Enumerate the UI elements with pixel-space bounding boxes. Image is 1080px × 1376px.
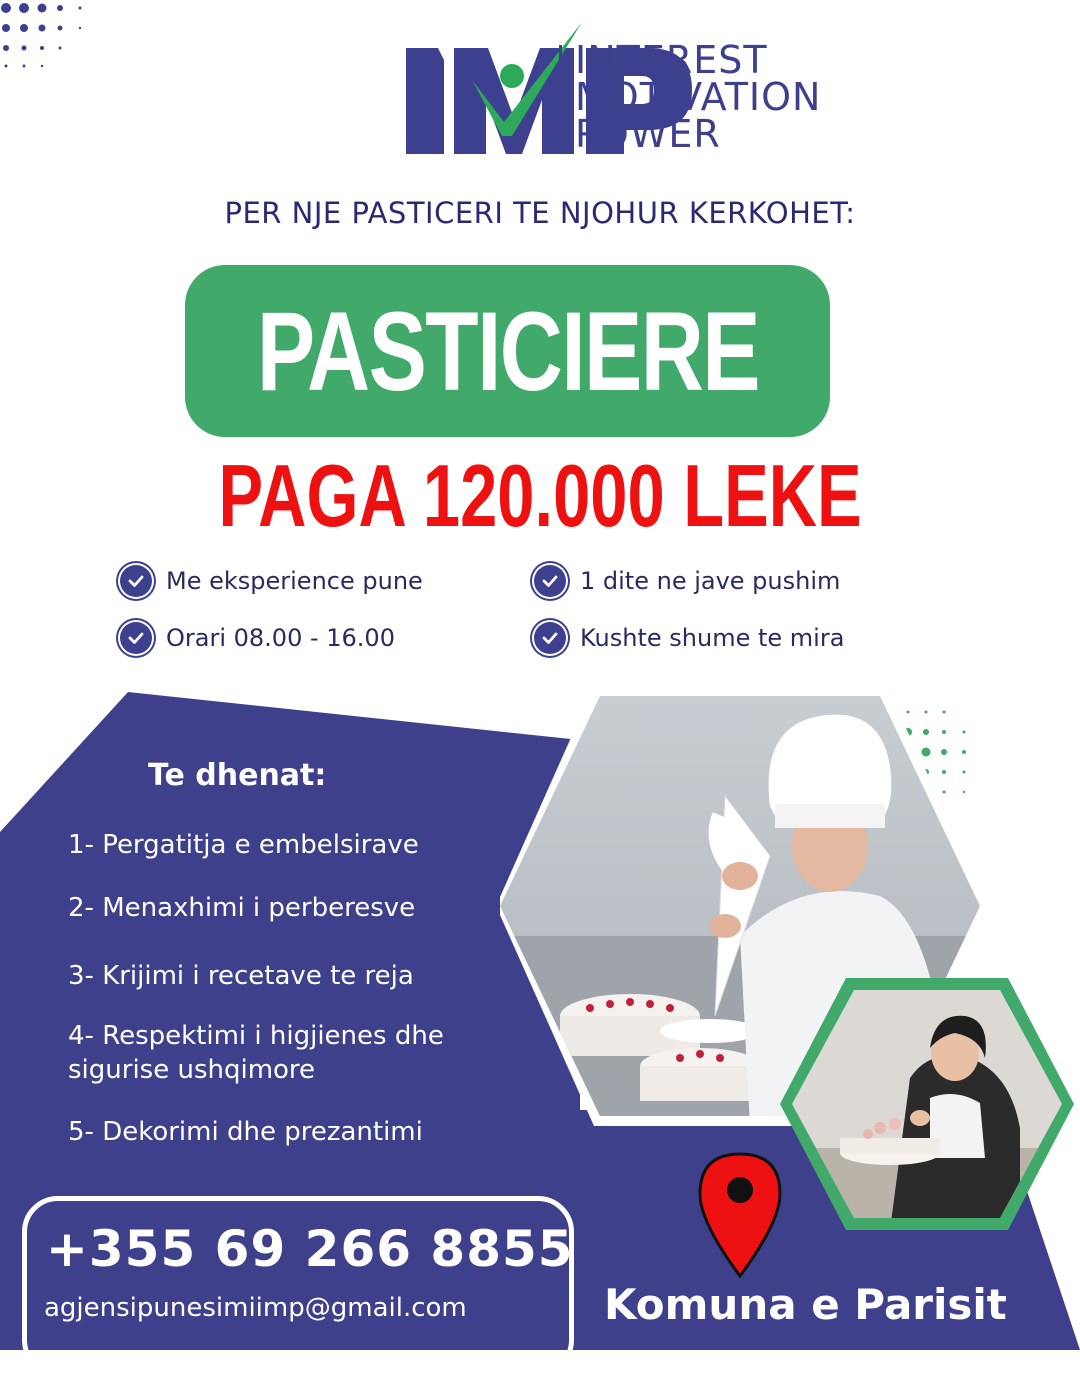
logo-divider	[559, 45, 562, 153]
logo-line-1: INTEREST	[575, 38, 768, 82]
phone-number[interactable]: +355 69 266 8855	[46, 1220, 574, 1278]
chef-decorating-photo	[780, 978, 1074, 1230]
location-pin-icon	[696, 1150, 784, 1280]
benefit-label: Kushte shume te mira	[580, 624, 845, 652]
benefit-label: 1 dite ne jave pushim	[580, 567, 841, 595]
duty-item: 1- Pergatitja e embelsirave	[68, 830, 419, 860]
logo-wordmark	[575, 38, 822, 156]
duty-item: 4- Respektimi i higjienes dhe sigurise ushqimore	[68, 1021, 444, 1085]
check-icon	[534, 565, 566, 597]
benefit-label: Me eksperience pune	[166, 567, 423, 595]
benefit-item	[120, 622, 395, 654]
duty-item: 3- Krijimi i recetave te reja	[68, 961, 414, 991]
check-icon	[120, 622, 152, 654]
logo-line-3: POWER	[575, 112, 721, 156]
benefit-label: Orari 08.00 - 16.00	[166, 624, 395, 652]
email-address[interactable]: agjensipunesimiimp@gmail.com	[44, 1293, 467, 1323]
check-icon	[534, 622, 566, 654]
duties-heading: Te dhenat:	[148, 758, 327, 793]
duty-item: 5- Dekorimi dhe prezantimi	[68, 1117, 423, 1147]
benefit-item	[120, 565, 423, 597]
duty-item: 2- Menaxhimi i perberesve	[68, 893, 416, 923]
salary-text	[0, 445, 1080, 547]
salary-value: PAGA 120.000 LEKE	[218, 446, 862, 545]
logo-line-2: MOTIVATION	[575, 75, 822, 119]
location-text: Komuna e Parisit	[604, 1280, 1007, 1329]
check-icon	[120, 565, 152, 597]
benefit-item	[534, 565, 840, 597]
decorative-dots-top-left	[0, 0, 90, 75]
job-title: PASTICIERE	[256, 288, 759, 414]
benefit-item	[534, 622, 844, 654]
intro-text: PER NJE PASTICERI TE NJOHUR KERKOHET:	[224, 196, 856, 230]
job-title-badge	[185, 265, 830, 437]
